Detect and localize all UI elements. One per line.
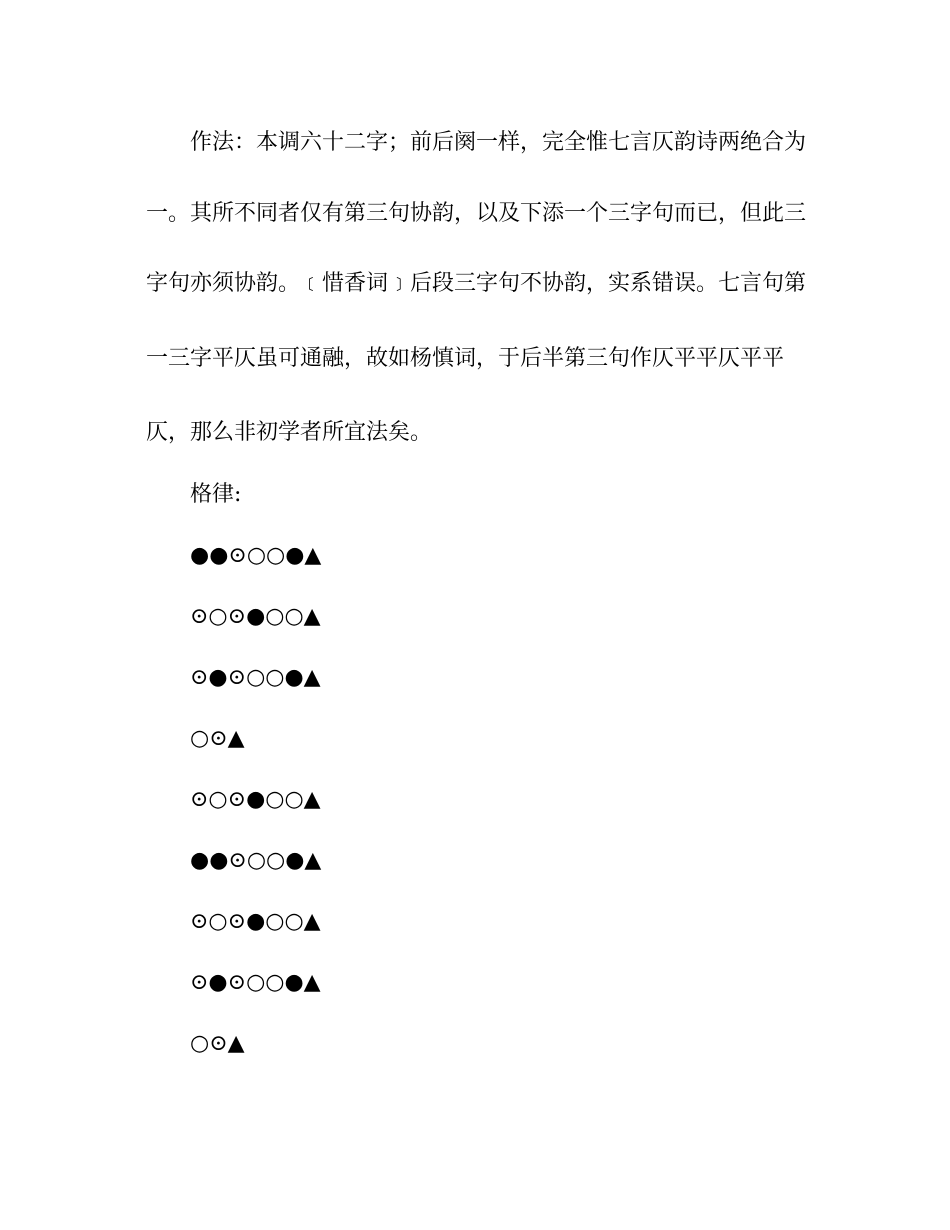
pattern-row-4: ○⊙▲ bbox=[190, 726, 245, 751]
paragraph-line-2: 一。其所不同者仅有第三句协韵，以及下添一个三字句而已，但此三 bbox=[146, 201, 807, 226]
paragraph-line-5: 仄，那么非初学者所宜法矣。 bbox=[146, 420, 433, 445]
pattern-row-6: ●●⊙○○●▲ bbox=[190, 848, 322, 873]
pattern-row-3: ⊙●⊙○○●▲ bbox=[190, 665, 321, 690]
pattern-row-7: ⊙○⊙●○○▲ bbox=[190, 909, 321, 934]
pattern-heading: 格律: bbox=[190, 482, 242, 507]
pattern-row-8: ⊙●⊙○○●▲ bbox=[190, 970, 321, 995]
paragraph-line-1: 作法：本调六十二字；前后阕一样，完全惟七言仄韵诗两绝合为 bbox=[190, 130, 807, 155]
paragraph-line-4: 一三字平仄虽可通融，故如杨慎词，于后半第三句作仄平平仄平平 bbox=[146, 346, 785, 371]
pattern-row-2: ⊙○⊙●○○▲ bbox=[190, 604, 321, 629]
pattern-row-1: ●●⊙○○●▲ bbox=[190, 543, 322, 568]
paragraph-line-3: 字句亦须协韵。﹝惜香词﹞后段三字句不协韵，实系错误。七言句第 bbox=[146, 271, 807, 296]
pattern-row-9: ○⊙▲ bbox=[190, 1031, 245, 1056]
pattern-row-5: ⊙○⊙●○○▲ bbox=[190, 787, 321, 812]
